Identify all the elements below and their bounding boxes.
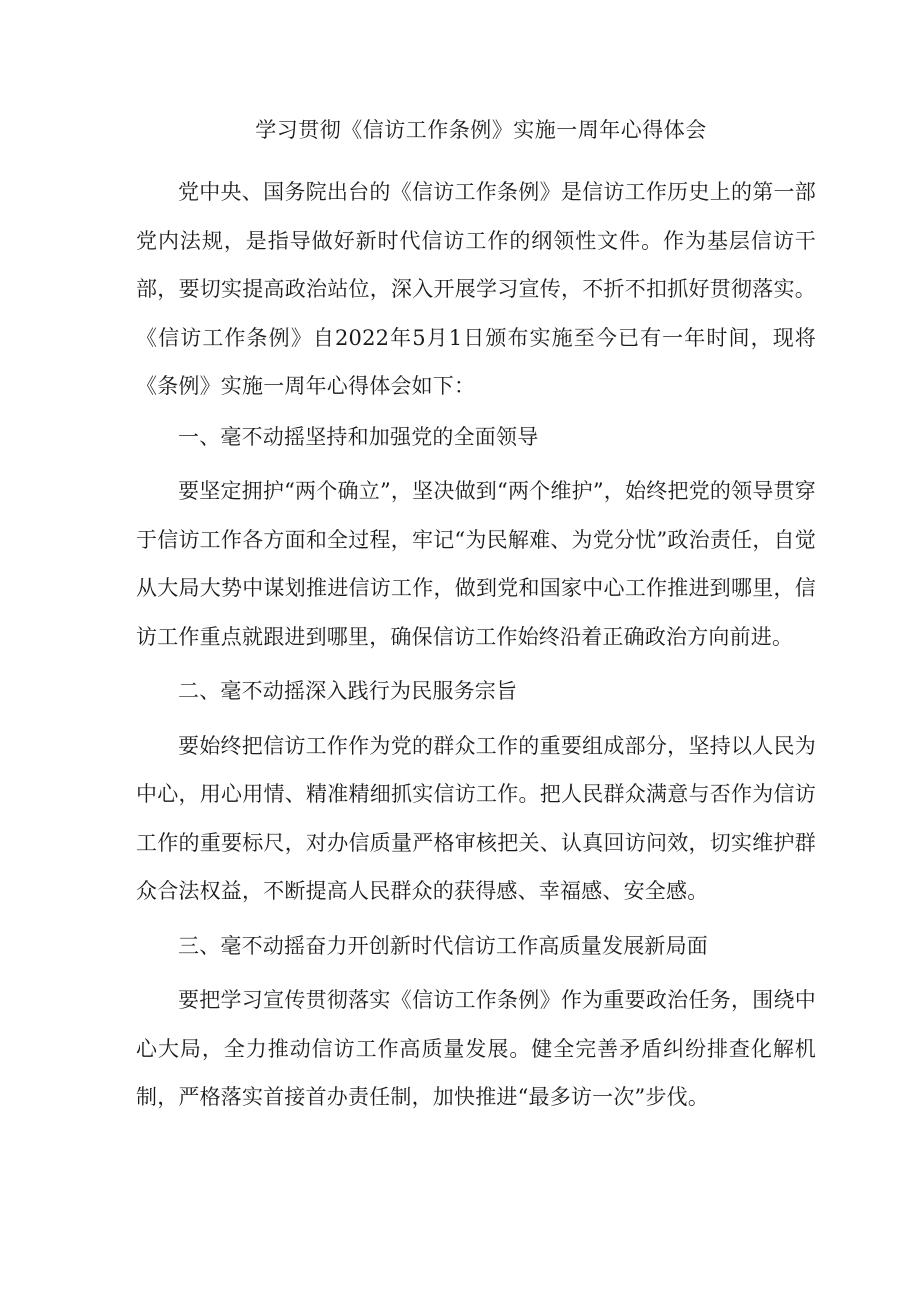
section-body-2: 要始终把信访工作作为党的群众工作的重要组成部分，坚持以人民为中心，用心用情、精准精细抓实信访工作。把人民群众满意与否作为信访工作的重要标尺，对办信质量严格审核把关、认真回访问效，切实维护群众合法权益，不断提高人民群众的获得感、幸福感、安全感。 [136, 733, 816, 903]
section-heading-1: 一、毫不动摇坚持和加强党的全面领导 [178, 424, 539, 449]
section-heading-2: 二、毫不动摇深入践行为民服务宗旨 [178, 679, 518, 703]
intro-paragraph: 党中央、国务院出台的《信访工作条例》是信访工作历史上的第一部党内法规，是指导做好新时代信访工作的纲领性文件。作为基层信访干部，要切实提高政治站位，深入开展学习宣传，不折不扣抓好贯彻落实。《信访工作条例》自2022年5月1日颁布实施至今已有一年时间，现将《条例》实施一周年心得体会如下： [136, 180, 816, 398]
document-title: 学习贯彻《信访工作条例》实施一周年心得体会 [255, 118, 707, 142]
section-body-1: 要坚定拥护“两个确立”，坚决做到“两个维护”，始终把党的领导贯穿于信访工作各方面和全过程，牢记“为民解难、为党分忧”政治责任，自觉从大局大势中谋划推进信访工作，做到党和国家中心工作推进到哪里，信访工作重点就跟进到哪里，确保信访工作始终沿着正确政治方向前进。 [136, 479, 816, 649]
section-heading-3: 三、毫不动摇奋力开创新时代信访工作高质量发展新局面 [178, 933, 708, 958]
section-body-3: 要把学习宣传贯彻落实《信访工作条例》作为重要政治任务，围绕中心大局，全力推动信访工作高质量发展。健全完善矛盾纠纷排查化解机制，严格落实首接首办责任制，加快推进“最多访一次”步伐。 [136, 988, 816, 1109]
